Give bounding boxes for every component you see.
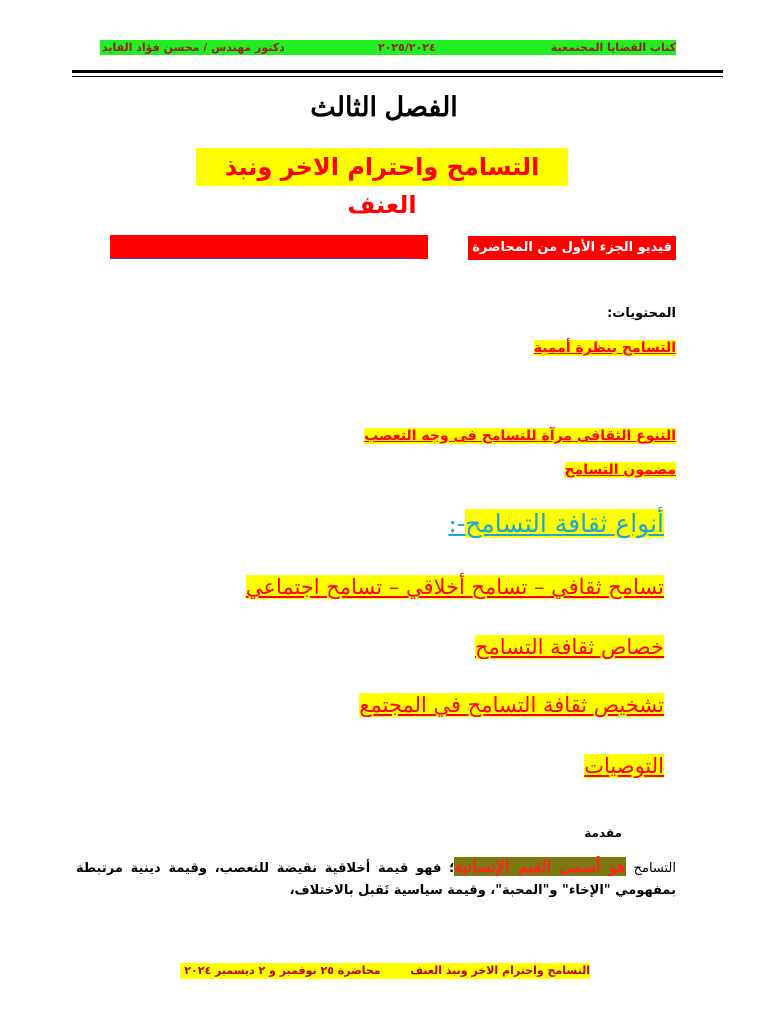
types-heading-main[interactable]: أنواع ثقافة التسامح <box>465 509 664 538</box>
header-year: ٢٠٢٥/٢٠٢٤ <box>378 41 436 54</box>
header-author: دكتور مهندس / محسن فؤاد القايد <box>102 41 285 54</box>
intro-lead: التسامح <box>633 861 677 876</box>
section-link-recommendations[interactable]: التوصيات <box>584 754 664 778</box>
footer <box>180 963 590 979</box>
video-embed[interactable] <box>110 235 428 259</box>
intro-paragraph <box>76 856 676 902</box>
header-book-title: كتاب القضايا المجتمعية <box>550 41 676 54</box>
types-heading-tail: -: <box>448 509 466 538</box>
section-link-diagnosis[interactable]: تشخيص ثقافة التسامح في المجتمع <box>359 693 664 717</box>
intro-rest: ؛ فهو قيمة أخلاقية نقيضة للتعصب، وقيمة دينية مرتبطة بمفهومي "الإخاء" و"المحبة"، وقيمة سياسية تَقبل بالاختلاف، <box>76 861 676 898</box>
section-link-characteristics[interactable]: خصاص ثقافة التسامح <box>475 635 664 659</box>
toc-link-global-view[interactable]: التسامح بنظرة أممية <box>533 340 676 356</box>
chapter-title: الفصل الثالث <box>310 92 458 122</box>
contents-heading: المحتويات: <box>607 306 676 321</box>
footer-lecture-dates: محاضرة ٢٥ نوفمبر و ٢ ديسمبر ٢٠٢٤ <box>184 964 381 977</box>
chapter-subtitle: التسامح واحترام الاخر ونبذ العنف <box>196 148 568 186</box>
types-heading[interactable] <box>448 507 664 541</box>
toc-link-tolerance-content[interactable]: مضمون التسامح <box>564 462 676 478</box>
footer-title: التسامح واحترام الاخر ونبذ العنف <box>410 964 590 977</box>
header-rule-thin <box>72 76 723 77</box>
section-link-tolerance-kinds[interactable]: تسامح ثقافي – تسامح أخلاقي – تسامح اجتماعي <box>245 575 664 599</box>
intro-heading: مقدمة <box>584 826 622 840</box>
video-link[interactable]: فيديو الجزء الأول من المحاضرة <box>468 236 676 260</box>
intro-highlight: هو أسمى القيم الإنسانية <box>454 857 626 876</box>
toc-link-cultural-diversity[interactable]: التنوع الثقافى مرآة للتسامح فى وجه التعصب <box>364 428 676 444</box>
header-rule-thick <box>72 70 723 73</box>
video-underline <box>110 258 410 259</box>
